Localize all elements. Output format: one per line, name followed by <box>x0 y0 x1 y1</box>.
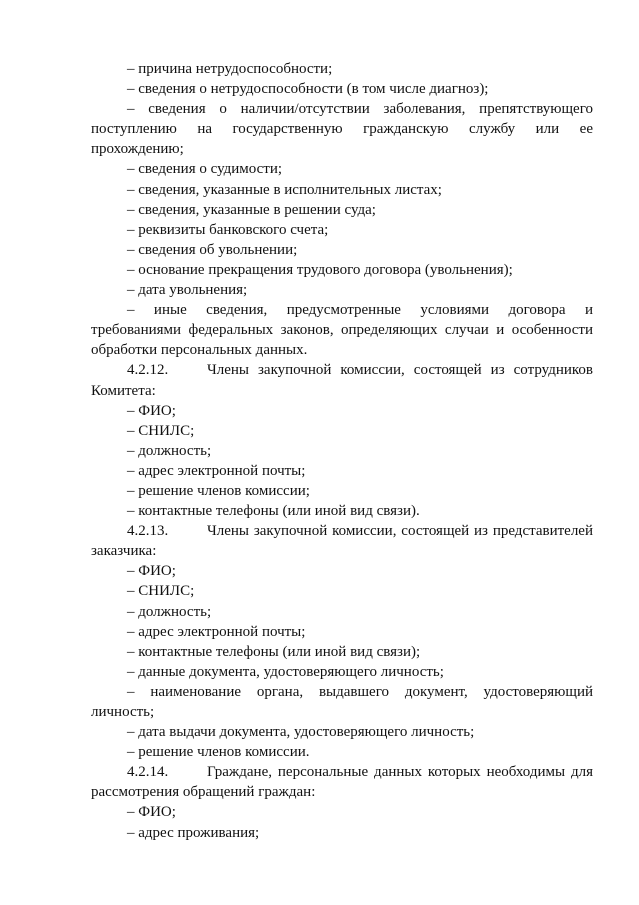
list-item: – дата увольнения; <box>127 282 248 299</box>
list-item: – решение членов комиссии; <box>127 482 310 499</box>
list-item: – сведения, указанные в решении суда; <box>127 201 376 218</box>
list-item: – ФИО; <box>127 804 176 821</box>
list-item: – контактные телефоны (или иной вид связи); <box>127 643 421 660</box>
list-item-first-line: – наименование органа, выдавшего документ, удостоверяющий <box>127 683 593 700</box>
list-item: – сведения, указанные в исполнительных листах; <box>127 181 442 198</box>
list-item: – контактные телефоны (или иной вид связи). <box>127 503 420 520</box>
list-item: – данные документа, удостоверяющего личность; <box>127 663 444 680</box>
list-item: – дата выдачи документа, удостоверяющего личность; <box>127 724 475 741</box>
section-text: Граждане, персональные данных которых необходимы для <box>207 764 593 781</box>
list-item: – причина нетрудоспособности; <box>127 61 333 77</box>
list-item: – реквизиты банковского счета; <box>127 221 329 238</box>
section-heading-4-2-13 <box>91 521 593 541</box>
list-item: – должность; <box>127 603 212 620</box>
section-heading-4-2-12 <box>91 360 593 380</box>
list-item: – адрес проживания; <box>127 824 260 841</box>
list-item: – СНИЛС; <box>127 422 195 439</box>
list-item: – СНИЛС; <box>127 583 195 600</box>
list-item: – адрес электронной почты; <box>127 623 306 640</box>
section-text-last-line: рассмотрения обращений граждан: <box>91 784 316 801</box>
list-item-continuation: требованиями федеральных законов, определяющих случаи и особенности <box>91 322 593 339</box>
list-item: – ФИО; <box>127 402 176 419</box>
list-item-last-line: обработки персональных данных. <box>91 342 308 359</box>
section-text-last-line: заказчика: <box>91 543 157 560</box>
list-item-last-line: личность; <box>91 704 155 720</box>
list-item: – решение членов комиссии. <box>127 744 310 761</box>
section-heading-4-2-14 <box>91 762 593 782</box>
list-item: – сведения о нетрудоспособности (в том числе диагноз); <box>127 81 489 98</box>
section-text: Члены закупочной комиссии, состоящей из сотрудников <box>207 362 593 379</box>
list-item-continuation: поступлению на государственную гражданскую службу или ее <box>91 121 593 138</box>
list-item-last-line: прохождению; <box>91 141 184 158</box>
list-item: – адрес электронной почты; <box>127 462 306 479</box>
list-item-first-line: – сведения о наличии/отсутствии заболевания, препятствующего <box>127 101 593 118</box>
list-item: – основание прекращения трудового договора (увольнения); <box>127 261 513 278</box>
section-number: 4.2.12. <box>127 362 169 379</box>
list-item-first-line: – иные сведения, предусмотренные условиями договора и <box>127 302 593 319</box>
list-item: – должность; <box>127 442 212 459</box>
list-item: – ФИО; <box>127 563 176 580</box>
document-page <box>91 59 593 843</box>
section-number: 4.2.13. <box>127 523 169 540</box>
list-item: – сведения о судимости; <box>127 161 283 178</box>
section-text: Члены закупочной комиссии, состоящей из представителей <box>207 523 593 540</box>
section-text-last-line: Комитета: <box>91 382 156 399</box>
list-item: – сведения об увольнении; <box>127 241 298 258</box>
section-number: 4.2.14. <box>127 764 169 781</box>
